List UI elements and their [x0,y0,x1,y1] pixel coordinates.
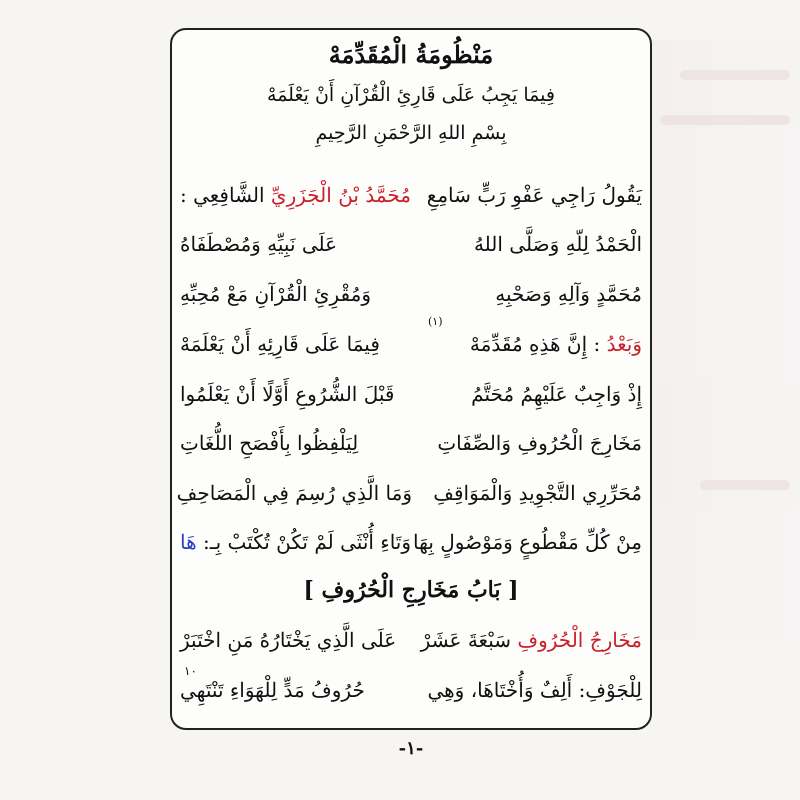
wa-bad-word: وَبَعْدُ [606,332,642,356]
ha-word: هَا [180,530,197,554]
makharij-term: مَخَارِجُ الْحُرُوفِ [517,628,642,652]
chapter-heading: [ بَابُ مَخَارِجِ الْحُرُوفِ ] [303,577,519,603]
verse-1 [180,180,642,210]
verse-9 [180,625,642,655]
hemistich-1 [410,625,642,655]
verse-7 [176,478,642,508]
hemistich-1: الْحَمْدُ لِلّهِ وَصَلَّى اللهُ [473,232,642,256]
hemistich-1: يَقُولُ رَاجِي عَفْوِ رَبٍّ سَامِعِ [426,183,642,207]
verse-3 [180,279,642,309]
hemistich-1-rest: : إِنَّ هَذِهِ مُقَدِّمَهْ [469,332,607,356]
verse-10 [180,675,642,705]
hemistich-2 [180,180,412,210]
hemistich-1: لِلْجَوْفِ: أَلِفٌ وَأُخْتَاهَا، وَهِي [427,678,642,702]
verse-4 [180,329,642,359]
hemistich-1: إِذْ وَاجِبٌ عَلَيْهِمُ مُحَتَّمُ [471,382,642,406]
author-name: مُحَمَّدُ بْنُ الْجَزَرِيِّ [270,183,412,207]
hemistich-1 [410,329,642,359]
hemistich-2: حُرُوفُ مَدٍّ لِلْهَوَاءِ تَنْتَهِي [180,678,365,702]
hemistich-2: فِيمَا عَلَى قَارِئِهِ أَنْ يَعْلَمَهْ [180,332,380,356]
hemistich-2 [180,527,412,557]
hemistich-2: وَمُقْرِئِ الْقُرْآنِ مَعْ مُحِبِّهِ [180,282,372,306]
hemistich-2-rest: الشَّافِعِي : [180,183,271,207]
basmala: بِسْمِ اللهِ الرَّحْمَنِ الرَّحِيمِ [315,122,507,144]
line-number: ١٠ [184,664,197,678]
hemistich-2: لِيَلْفِظُوا بِأَفْصَحِ اللُّغَاتِ [180,431,359,455]
page-number: -١- [398,738,424,759]
hemistich-1: مِنْ كُلِّ مَقْطُوعٍ وَمَوْصُولٍ بِهَا [413,530,642,554]
verse-6 [180,428,642,458]
hemistich-1: مُحَرِّرِي التَّجْوِيدِ وَالْمَوَاقِفِ [433,481,642,505]
hemistich-1-rest: سَبْعَةَ عَشَرْ [420,628,518,652]
page-subtitle: فِيمَا يَجِبُ عَلَى قَارِئِ الْقُرْآنِ أَنْ يَعْلَمَهْ [267,84,555,106]
hemistich-2: عَلَى الَّذِي يَخْتَارُهُ مَنِ اخْتَبَرْ [180,628,397,652]
hemistich-1: مَخَارِجَ الْحُرُوفِ وَالصِّفَاتِ [437,431,642,455]
hemistich-2: عَلَى نَبِيِّهِ وَمُصْطَفَاهُ [180,232,338,256]
hemistich-2-rest: وَتَاءِ أُنْثَى لَمْ تَكُنْ تُكْتَبْ بِـ: [196,530,412,554]
verse-5 [180,379,642,409]
bleed-through-area [652,40,800,640]
verse-8 [180,527,642,557]
page-title: مَنْظُومَةُ الْمُقَدِّمَهْ [328,40,494,69]
footnote-marker: (١) [428,315,443,328]
hemistich-1: مُحَمَّدٍ وَآلِهِ وَصَحْبِهِ [495,282,642,306]
hemistich-2: قَبْلَ الشُّرُوعِ أَوَّلًا أَنْ يَعْلَمُوا [180,382,395,406]
verse-2 [180,229,642,259]
hemistich-2: وَمَا الَّذِي رُسِمَ فِي الْمَصَاحِفِ [176,481,412,505]
